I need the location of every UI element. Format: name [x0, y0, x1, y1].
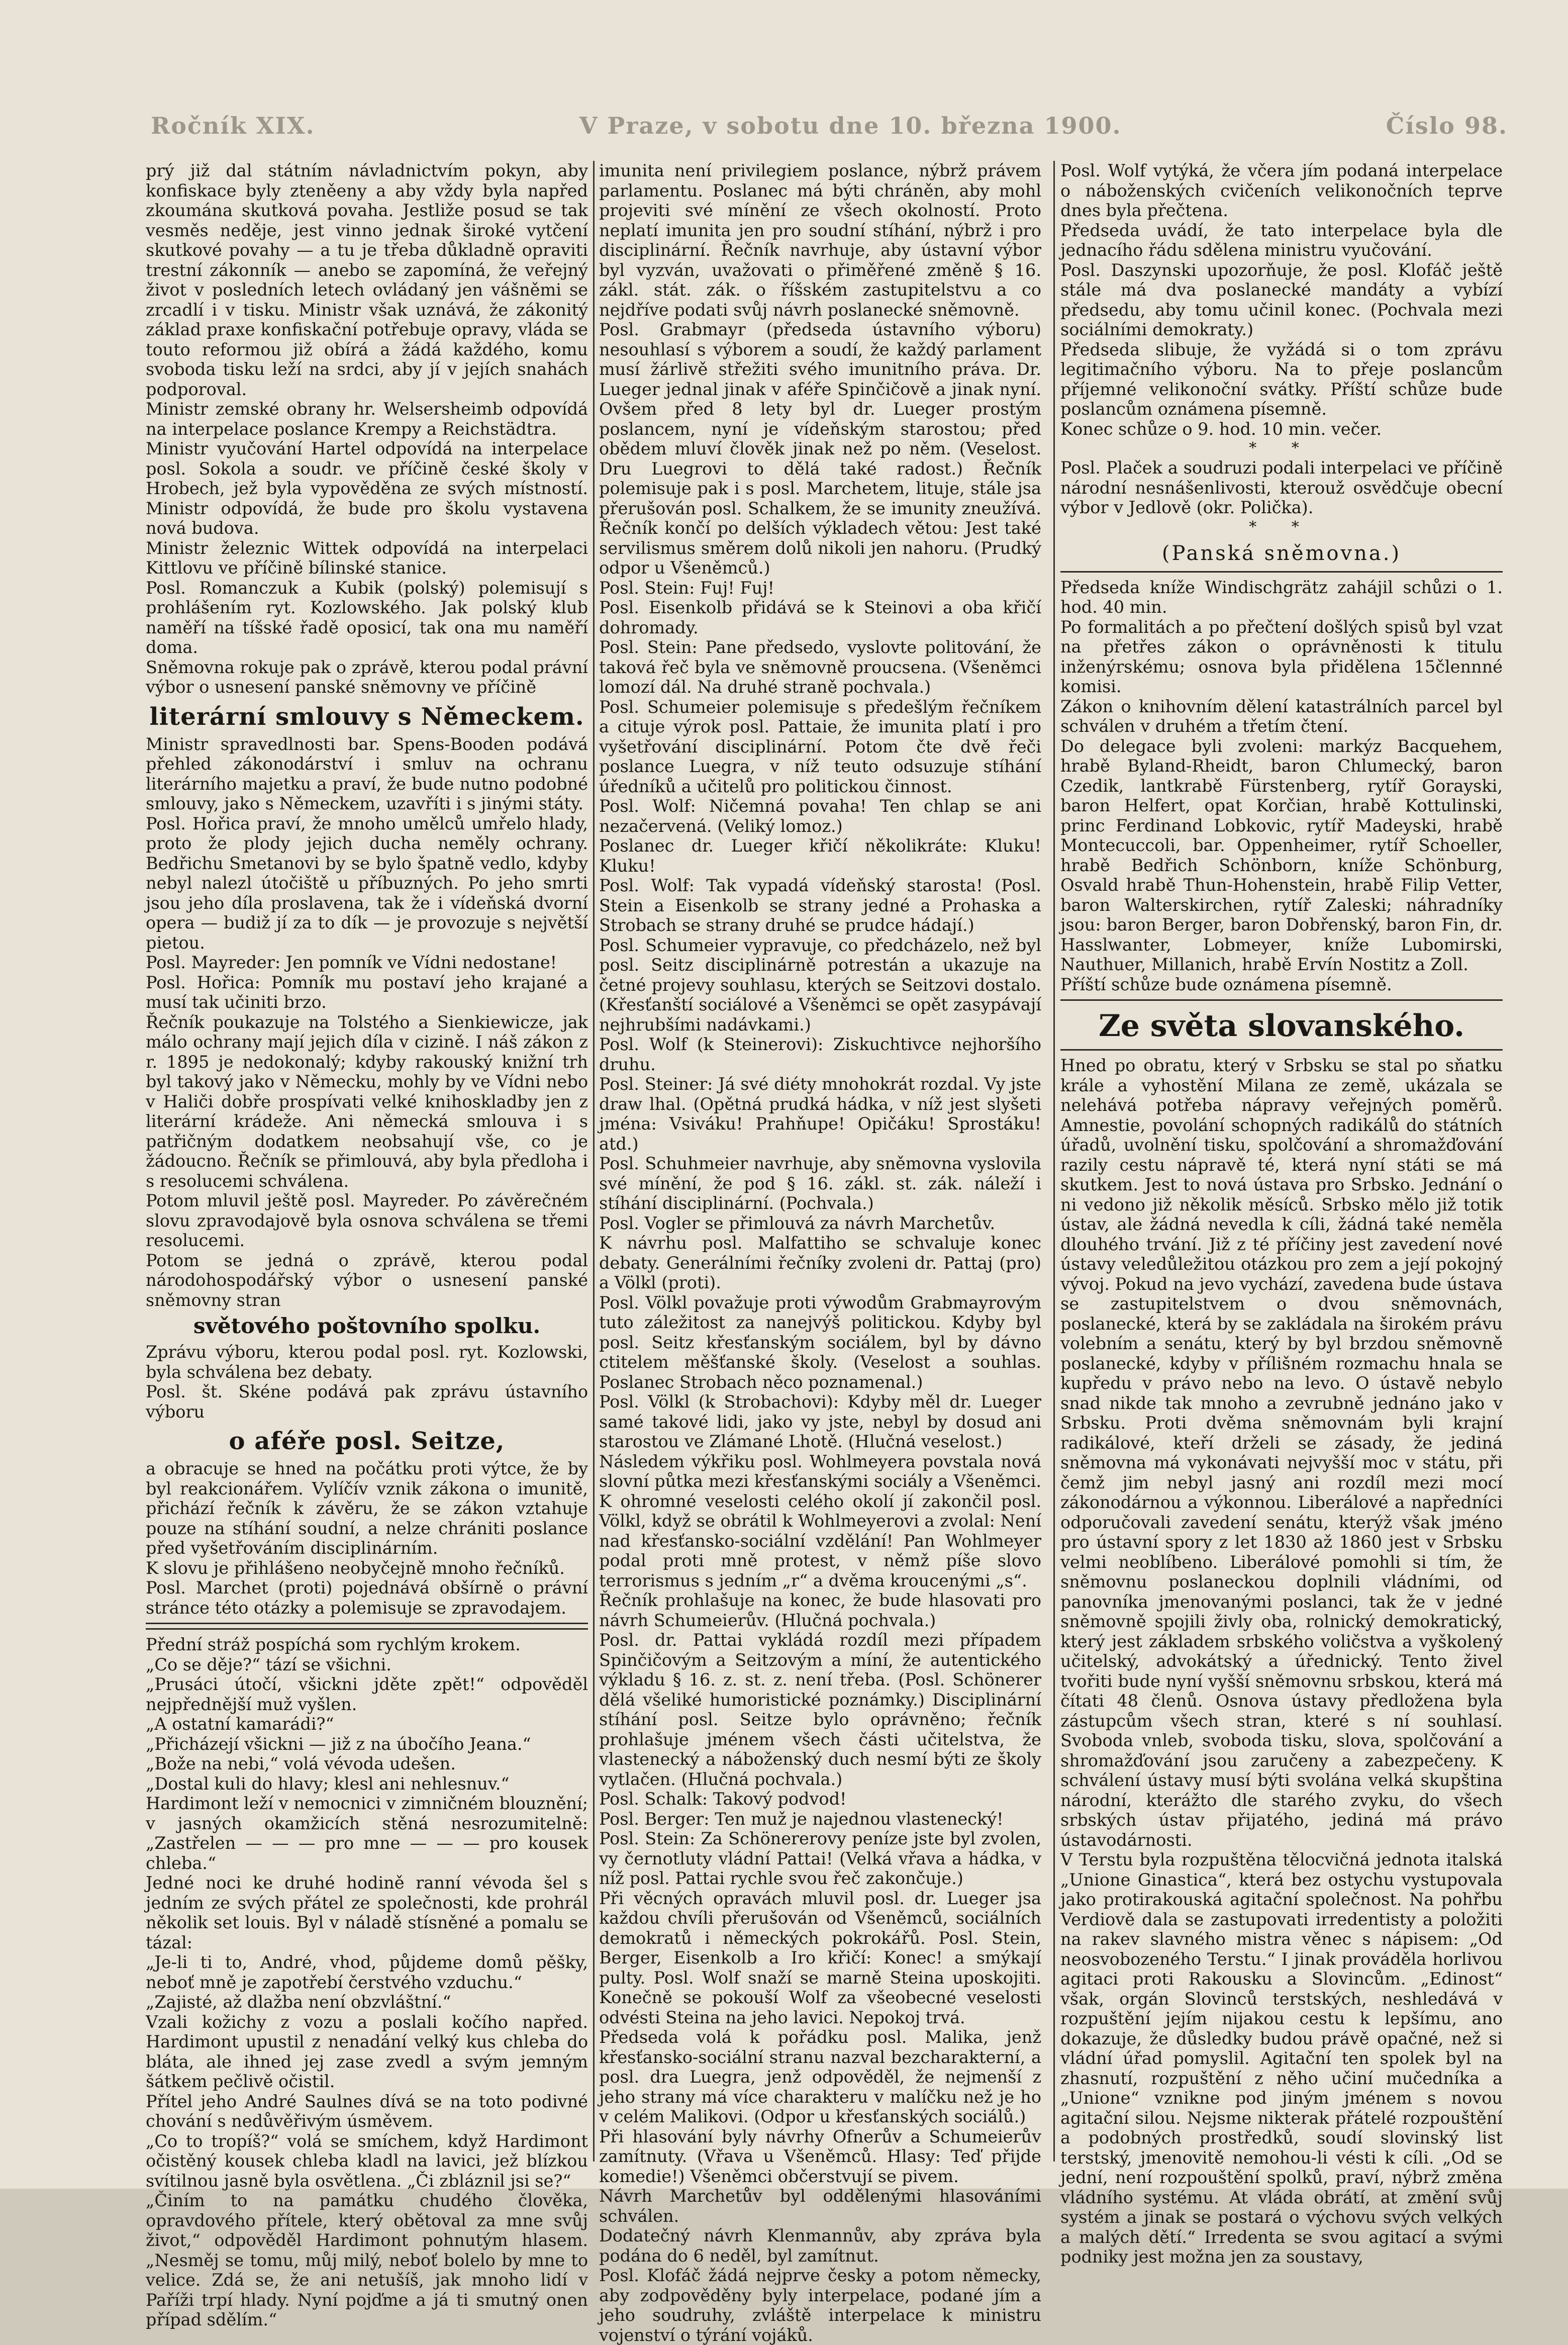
feuilleton-paragraph: Jedné noci ke druhé hodině ranní vévoda šel s jedním ze svých přátel ze společnosti, kde prohrál několik set louis. Byl v náladě stísněné a pomalu se tázal:	[146, 1873, 588, 1952]
paragraph: Posl. št. Skéne podává pak zprávu ústavního výboru	[146, 1382, 588, 1422]
header-date: V Praze, v sobotu dne 10. března 1900.	[579, 112, 1122, 139]
paragraph: Následem výkřiku posl. Wohlmeyera povstala nová slovní půtka mezi křesťanskými sociály a Všeněmci. K ohromné veselosti celého okolí jí zakončil posl. Völkl, když se obrátil k Wohlmeyerovi a zvolal: Není nad křesťansko-sociální vzdělání! Pan Wohlmeyer podal proti mně protest, v němž píše slovo terrorismus s jedním „r“ a dvěma kroucenými „s“.	[599, 1451, 1041, 1590]
feuilleton-paragraph: „Dostal kuli do hlavy; klesl ani nehlesnuv.“	[146, 1773, 510, 1794]
feuilleton-paragraph: „Zajisté, až dlažba není obzvláštní.“	[146, 1992, 451, 2012]
section-heading-upper-house: (Panská sněmovna.)	[1161, 541, 1402, 565]
paragraph: Potom mluvil ještě posl. Mayreder. Po závěrečném slovu zpravodajově byla osnova schválena se třemi resolucemi.	[146, 1191, 588, 1250]
section-heading-postal-union: světového poštovního spolku.	[193, 1314, 541, 1338]
header-volume: Ročník XIX.	[151, 112, 315, 139]
paragraph: Ministr vyučování Hartel odpovídá na interpelace posl. Sokola a soudr. ve příčině české školy v Hrobech, jež byla vypověděna ze svých místností. Ministr odpovídá, že bude pro školu vystavena nová budova.	[146, 439, 588, 538]
paragraph: Posl. Völkl považuje proti výwodům Grabmayrovým tuto záležitost za nanejvýš politickou. Kdyby byl posl. Seitz křesťanským sociálem, byl by dávno ctitelem měšťanské školy. (Veselost a souhlas. Poslanec Strobach něco poznamenal.)	[599, 1292, 1041, 1392]
column-rule-2	[1053, 161, 1055, 2162]
feuilleton-paragraph: „Činím to na památku chudého člověka, opravdového přítele, který obětoval za mne svůj život,“ odpověděl Hardimont pohnutým hlasem. „Nesměj se tomu, můj milý, neboť bolelo by mne to velice. Zdá se, že ani netušíš, jak mnoho lidí v Paříži trpí hlady. Nyní pojďme a já ti smutný onen případ sdělím.“	[146, 2191, 588, 2329]
header-issue: Číslo 98.	[1386, 112, 1508, 139]
paragraph: Hned po obratu, který v Srbsku se stal po sňatku krále a vyhostění Milana ze země, ukázala se nelehává potřeba nápravy veřejných poměrů. Amnestie, povolání schopných radikálů do státních úřadů, uvolnění tisku, spolčování a shromažďování razily cestu nápravě té, která nyní státi se má skutkem. Jest to nová ústava pro Srbsko. Jednání o ni vedono již několik měsíců. Srbsko mělo již totik ústav, ale žádná nevedla k cíli, žádná také neměla dlouhého trvání. Již z té příčiny jest zavedení nové ústavy veledůležitou otázkou pro zem a její pokojný vývoj. Pokud na jevo vychází, zavedena bude ústava se zastupitelstvem o dvou sněmovnách, poslanecké, která by se zakládala na širokém právu volebním a senátu, který by byl brzdou sněmovně poslanecké, kdyby v přílišném rozmachu hnala se kupředu v právo nebo na levo. O ústavě nebylo snad nikde tak mnoho a zevrubně jednáno jako v Srbsku. Proti dvěma sněmovnám byli krajní radikálové, kteří drželi se zásady, že jediná sněmovna má vykonávati nejvyšší moc v státu, při čemž jim nebyl jasný ani rozdíl mezi mocí zákonodárnou a výkonnou. Liberálové a napředníci odporučovali zavedení senátu, kterýž však jméno pro ústavní spory z let 1830 až 1860 jest v Srbsku velmi neoblíbeno. Liberálové pomohli si tím, že sněmovnu poslaneckou doplnili vládními, od panovníka jmenovanými poslanci, tak že v jedné sněmovně spojili živly oba, rolnický demokratický, který jest základem srbského voličstva a vyškolený učitelský, advokátský a úřednický. Tento živel tvořiti bude nyní vyšší sněmovnu srbskou, která má čítati 48 členů. Osnova ústavy předložena byla zástupcům všech stran, které s ní souhlasí. Svoboda vnleb, svoboda tisku, slova, spolčování a shromažďování jsou zaručeny a zabezpečeny. K schválení ústavy musí býti svolána velká skupština národní, kterážto dle starého zvyku, do všech srbských ústav přijatého, jediná má právo ústavodárnosti.	[1060, 1056, 1503, 1850]
divider	[1060, 571, 1503, 573]
paragraph: Posl. Grabmayr (předseda ústavního výboru) nesouhlasí s výborem a soudí, že každý parlament musí žárlivě střežiti svého imunitního práva. Dr. Lueger jednal jinak v aféře Spinčičově a jinak nyní. Ovšem před 8 lety byl dr. Lueger prostým poslancem, nyní je vídeňským starostou; před obědem mluví člověk jinak než po něm. (Veselost. Dru Luegrovi to dělá také radost.) Řečník polemisuje pak i s posl. Marchetem, lituje, stále jsa přerušován posl. Schalkem, že se imunity zneužívá. Řečník končí po delších výkladech větou: Jest také servilismus směrem dolů nikoli jen nahoru. (Prudký odpor u Všeněmců.)	[599, 320, 1041, 578]
column-1	[146, 161, 588, 2329]
paragraph: Posl. Hořica praví, že mnoho umělců umřelo hlady, proto že plody jejich ducha neměly ochrany. Bedřichu Smetanovi by se bylo špatně vedlo, kdyby nebyl nalezl útočiště u příbuzných. Po jeho smrti jsou jeho díla proslavena, tak že i vídeňská dvorní opera — budiž jí za to dík — je provozuje s největší pietou.	[146, 813, 588, 953]
section-heading-literary-treaty: literární smlouvy s Německem.	[149, 702, 584, 731]
paragraph: prý již dal státním návladnictvím pokyn, aby konfiskace byly zteněeny a aby vždy byla napřed zkoumána skutková povaha. Jestliže posud se tak vesměs neděje, jest vinno jednak široké vytčení skutkové povahy — a tu je třeba důkladně opraviti trestní zákonník — anebo se zapomíná, že veřejný život v posledních letech ovládaný jen vášněmi se zrcadlí i v tisku. Ministr však uznává, že zákonitý základ praxe konfiskační potřebuje opravy, vláda se touto reformou již obírá a žádá každého, komu svoboda tisku leží na srdci, aby jí v jejích snahách podporoval.	[146, 161, 588, 399]
feuilleton-divider	[146, 1623, 588, 1630]
paragraph: Do delegace byli zvoleni: markýz Bacquehem, hrabě Byland-Rheidt, baron Chlumecký, baron Czedik, lantkrabě Fürstenberg, rytíř Gorayski, baron Helfert, opat Korčian, hrabě Kottulinski, princ Ferdinand Lobkovic, rytíř Madeyski, hrabě Montecuccoli, bar. Oppenheimer, rytíř Schoeller, hrabě Bedřich Schönborn, kníže Schönburg, Osvald hrabě Thun-Hohenstein, hrabě Filip Vetter, baron Walterskirchen, rytíř Zaleski; náhradníky jsou: baron Berger, baron Dobřenský, baron Fin, dr. Hasslwanter, Lobmeyer, kníže Lubomirski, Nauthuer, Millanich, hrabě Ervín Nostitz a Zoll.	[1060, 736, 1503, 974]
paragraph: Řečník prohlašuje na konec, že bude hlasovati pro návrh Schumeierův. (Hlučná pochvala.)	[599, 1590, 1041, 1630]
paragraph: Zprávu výboru, kterou podal posl. ryt. Kozlowski, byla schválena bez debaty.	[146, 1342, 588, 1382]
feuilleton-paragraph: Přední stráž pospíchá som rychlým krokem.	[146, 1635, 521, 1654]
feuilleton-paragraph: „Přicházejí všickni — již z na úbočího Jeana.“	[146, 1734, 531, 1754]
divider	[1060, 999, 1503, 1001]
column-2	[599, 161, 1041, 2345]
paragraph: Posl. Schuhmeier navrhuje, aby sněmovna vyslovila své mínění, že pod § 16. zákl. st. zák. náleží i stíhání disciplinární. (Pochvala.)	[599, 1154, 1041, 1213]
paragraph: Předseda uvádí, že tato interpelace byla dle jednacího řádu sdělena ministru vyučování.	[1060, 220, 1503, 260]
paragraph: Návrh Marchetův byl oddělenými hlasováními schválen.	[599, 2186, 1041, 2226]
paragraph: Posl. Stein: Za Schönererovy peníze jste byl zvolen, vy černotluty vládní Pattai! (Velká vřava a hádka, v níž posl. Pattai rychle svou řeč zakončuje.)	[599, 1829, 1041, 1888]
paragraph: Při věcných opravách mluvil posl. dr. Lueger jsa každou chvíli přerušován od Všeněmců, sociálních demokratů i německých pokrokářů. Posl. Stein, Berger, Eisenkolb a Iro křičí: Konec! a smýkají pulty. Posl. Wolf snaží se marně Steina uposkojiti. Konečně se pokouší Wolf za všeobecné veselosti odvésti Steina na jeho lavici. Nepokoj trvá.	[599, 1888, 1041, 2027]
paragraph: Příští schůze bude oznámena písemně.	[1060, 974, 1392, 994]
paragraph: Po formalitách a po přečtení došlých spisů byl vzat na přetřes zákon o oprávněnosti k titulu inženýrskému; osnova byla přidělena 15člennné komisi.	[1060, 617, 1503, 696]
paragraph: V Terstu byla rozpuštěna tělocvičná jednota italská „Unione Ginastica“, která bez ostychu vystupovala jako protirakouská agitační společnost. Na pohřbu Verdiově dala se zastupovati irredentisty a položiti na rakev slavného mistra věnec s nápisem: „Od neosvobozeného Terstu.“ I jinak prováděla horlivou agitaci proti Rakousku a Slovincům. „Edinost“ však, orgán Slovinců terstských, neshledává v rozpuštění jejím nijakou cestu k lepšímu, ano dokazuje, že důsledky budou právě opačné, než si vládní úřad pomyslil. Agitační ten spolek byl na zhasnutí, rozpuštění z něho učiní mučedníka a „Unione“ vznikne pod jiným jménem s novou agitační silou. Nejsme nikterak přátelé rozpouštění a podobných prostředků, soudí slovinský list terstský, jmenovitě nemohou-li vésti k cíli. „Od se jední, není rozpouštění spolků, praví, nýbrž změna vládního systému. At vláda obrátí, at změní svůj systém a jinak se postará o výchovu svých velkých a malých dětí.“ Irredenta se svou agitací a svými podniky jest možna jen za soustavy,	[1060, 1850, 1503, 2267]
paragraph: Předseda kníže Windischgrätz zahájil schůzi o 1. hod. 40 min.	[1060, 577, 1503, 617]
paragraph: Předseda slibuje, že vyžádá si o tom zprávu legitimačního výboru. Na to přeje poslancům příjemné velikonoční svátky. Příští schůze bude poslancům oznámena písemně.	[1060, 339, 1503, 419]
paragraph: imunita není privilegiem poslance, nýbrž právem parlamentu. Poslanec má býti chráněn, aby mohl projeviti své mínění ze všech okolností. Proto neplatí imunita jen pro soudní stíhání, nýbrž i pro disciplinární. Řečník navrhuje, aby ústavní výbor byl vyzván, uvažovati o přiměřené změně § 16. zákl. stát. zák. o říšském zastupitelstvu a co nejdříve podati svůj návrh poslanecké sněmovně.	[599, 161, 1041, 320]
paragraph: Poslanec dr. Lueger křičí několikráte: Kluku! Kluku!	[599, 836, 1041, 876]
section-stars: * *	[1249, 439, 1314, 457]
feuilleton-paragraph: Hardimont leží v nemocnici v zimničném blouznění; v jasných okamžicích stěná nesrozumitelně: „Zastřelen — — — pro mne — — — pro kousek chleba.“	[146, 1794, 588, 1873]
paragraph: Posl. Stein: Pane předsedo, vyslovte politování, že taková řeč byla ve sněmovně proucsena. (Všeněmci lomozí dál. Na druhé straně pochvala.)	[599, 637, 1041, 697]
paragraph: Posl. Klofáč žádá nejprve česky a potom německy, aby zodpověděny byly interpelace, podané jím a jeho soudruhy, zvláště interpelace k ministru vojenství o týrání vojáků.	[599, 2266, 1041, 2345]
paragraph: Dodatečný návrh Klenmannův, aby zpráva byla podána do 6 neděl, byl zamítnut.	[599, 2226, 1041, 2266]
paragraph: Posl. Daszynski upozorňuje, že posl. Klofáč ještě stále má dva poslanecké mandáty a vybízí předsedu, aby tomu učinil konec. (Pochvala mezi sociálními demokraty.)	[1060, 260, 1503, 339]
paragraph: Potom se jedná o zprávě, kterou podal národohospodářský výbor o usnesení panské sněmovny stran	[146, 1250, 588, 1310]
paragraph: Posl. Plaček a soudruzi podali interpelaci ve příčině národní nesnášenlivosti, kterouž osvědčuje obecní výbor v Jedlově (okr. Polička).	[1060, 458, 1503, 517]
paragraph: Posl. Wolf (k Steinerovi): Ziskuchtivce nejhoršího druhu.	[599, 1035, 1041, 1074]
paragraph: Posl. Steiner: Já své diéty mnohokrát rozdal. Vy jste draw lhal. (Opětná prudká hádka, v níž jest slyšeti jména: Vsiváku! Prahňupe! Opičáku! Sprostáku! atd.)	[599, 1074, 1041, 1154]
section-stars: * *	[1249, 518, 1314, 536]
paragraph: Posl. Vogler se přimlouvá za návrh Marchetův.	[599, 1213, 996, 1233]
paragraph: Ministr zemské obrany hr. Welsersheimb odpovídá na interpelace poslance Krempy a Reichstädtra.	[146, 399, 588, 439]
paragraph: Posl. Stein: Fuj! Fuj!	[599, 578, 775, 598]
paragraph: Posl. Berger: Ten muž je najednou vlastenecký!	[599, 1809, 1004, 1829]
section-heading-slavic-world: Ze světa slovanského.	[1098, 1008, 1465, 1044]
paragraph: Ministr spravedlnosti bar. Spens-Booden podává přehled zákonodárství i smluv na ochranu literárního majetku a praví, že bude nutno podobné smlouvy, jako s Německem, uzavříti i s jinými státy.	[146, 734, 588, 813]
feuilleton-paragraph: „Bože na nebi,“ volá vévoda udešen.	[146, 1754, 456, 1773]
divider	[1060, 1049, 1503, 1051]
paragraph: Posl. Marchet (proti) pojednává obšírně o právní stránce této otázky a polemisuje se zpravodajem.	[146, 1578, 588, 1618]
feuilleton-paragraph: Přítel jeho André Saulnes dívá se na toto podivné chování s nedůvěřivým úsměvem.	[146, 2091, 588, 2131]
paragraph: Posl. dr. Pattai vykládá rozdíl mezi případem Spinčičovým a Seitzovým a míní, že autentického výkladu § 16. z. st. z. není třeba. (Posl. Schönerer dělá všeliké humoristické poznámky.) Disciplinární stíhání posl. Seitze bylo oprávněno; řečník prohlašuje jménem všech části učitelstva, že vlastenecký a náboženský duch nesmí býti ze školy vytlačen. (Hlučná pochvala.)	[599, 1630, 1041, 1789]
paragraph: Posl. Schumeier polemisuje s předešlým řečníkem a cituje výrok posl. Pattaie, že imunita platí i pro vyšetřování disciplinární. Potom čte dvě řeči poslance Luegra, v níž teuto odsuzuje stíhání úředníků a učitelů pro politickou činnost.	[599, 697, 1041, 796]
paragraph: Posl. Völkl (k Strobachovi): Kdyby měl dr. Lueger samé takové lidi, jako vy jste, nebyl by dosud ani starostou ve Zlámané Lhotě. (Hlučná veselost.)	[599, 1392, 1041, 1451]
paragraph: Posl. Hořica: Pomník mu postaví jeho krajané a musí tak učiniti brzo.	[146, 972, 588, 1012]
paragraph: Posl. Mayreder: Jen pomník ve Vídni nedostane!	[146, 953, 557, 972]
feuilleton-paragraph: Vzali kožichy z vozu a poslali kočího napřed. Hardimont upustil z nenadání velký kus chleba do bláta, ale ihned jej zase zvedl a svým jemným šátkem pečlivě očistil.	[146, 2012, 588, 2091]
paragraph: K slovu je přihlášeno neobyčejně mnoho řečníků.	[146, 1558, 565, 1578]
column-3	[1060, 161, 1503, 2267]
column-rule-1	[593, 161, 595, 2162]
feuilleton-paragraph: „Co to tropíš?“ volá se smíchem, když Hardimont očistěný kousek chleba kladl na lavici, jež blízkou svítilnou jasně byla osvětlena. „Či zbláznil jsi se?“	[146, 2131, 588, 2191]
feuilleton-paragraph: „Je-li ti to, André, vhod, půjdeme domů pěšky, neboť mně je zapotřebí čerstvého vzduchu.“	[146, 1952, 588, 1992]
paragraph: Posl. Eisenkolb přidává se k Steinovi a oba křičí dohromady.	[599, 598, 1041, 637]
paragraph: Předseda volá k pořádku posl. Malika, jenž křesťansko-sociální stranu nazval bezcharakterní, a posl. dra Luegra, jenž odpověděl, že nejmenší z jeho strany má více charakteru v malíčku než je ho v celém Malikovi. (Odpor u křesťanských sociálů.)	[599, 2027, 1041, 2126]
paragraph: K návrhu posl. Malfattiho se schvaluje konec debaty. Generálními řečníky zvoleni dr. Pattaj (pro) a Völkl (proti).	[599, 1233, 1041, 1292]
paragraph: Ministr železnic Wittek odpovídá na interpelaci Kittlovu ve příčině bílinské stanice.	[146, 538, 588, 578]
paragraph: Při hlasování byly návrhy Ofnerův a Schumeierův zamítnuty. (Vřava u Všeněmců. Hlasy: Teď přijde komedie!) Všeněmci občerstvují se pivem.	[599, 2126, 1041, 2186]
paragraph: Sněmovna rokuje pak o zprávě, kterou podal právní výbor o usnesení panské sněmovny ve příčině	[146, 657, 588, 697]
paragraph: Zákon o knihovním dělení katastrálních parcel byl schválen v druhém a třetím čtení.	[1060, 696, 1503, 736]
feuilleton-paragraph: „A ostatní kamarádi?“	[146, 1714, 334, 1734]
paragraph: Posl. Schumeier vypravuje, co předcházelo, než byl posl. Seitz disciplinárně potrestán a ukazuje na četné projevy souhlasu, kterých se Seitzovi dostalo. (Křesťanští sociálové a Všeněmci se opět zasypávají nejhrubšími nadávkami.)	[599, 935, 1041, 1035]
paragraph: Konec schůze o 9. hod. 10 min. večer.	[1060, 419, 1382, 439]
page-header	[151, 111, 1508, 141]
paragraph: Posl. Schalk: Takový podvod!	[599, 1789, 847, 1809]
feuilleton-paragraph: „Prusáci útočí, všickni jděte zpět!“ odpověděl nejpřednější muž vyšlen.	[146, 1674, 588, 1714]
paragraph: Řečník poukazuje na Tolstého a Sienkiewicze, jak málo ochrany mají jejich díla v cizině. I náš zákon z r. 1895 je nedokonalý; kdyby rakouský knižní trh byl takový jako v Německu, mohly by ve Vídni nebo v Haliči dobře prospívati velké knihoskladby jen z literární krádeže. Ani německá smlouva i s patřičným dodatkem neobsahují vše, co je žádoucno. Řečník se přimlouvá, aby byla předloha i s resolucemi schválena.	[146, 1012, 588, 1191]
paragraph: Posl. Romanczuk a Kubik (polský) polemisují s prohlášením ryt. Kozlowského. Jak polský klub naměří na tíšské řadě oposicí, tak ona mu naměří doma.	[146, 578, 588, 657]
paragraph: Posl. Wolf: Ničemná povaha! Ten chlap se ani nezačervená. (Veliký lomoz.)	[599, 796, 1041, 836]
feuilleton-paragraph: „Co se děje?“ tází se všichni.	[146, 1654, 391, 1674]
paragraph: Posl. Wolf vytýká, že včera jím podaná interpelace o náboženských cvičeních velikonočních teprve dnes byla přečtena.	[1060, 161, 1503, 220]
section-heading-seitz-affair: o aféře posl. Seitze,	[229, 1427, 505, 1455]
paragraph: a obracuje se hned na počátku proti výtce, že by byl reakcionářem. Vylíčív vznik zákona o imunitě, přichází řečník k závěru, že se zákon vztahuje pouze na stíhání soudní, a nelze chrániti poslance před vyšetřováním disciplinárním.	[146, 1459, 588, 1558]
paragraph: Posl. Wolf: Tak vypadá vídeňský starosta! (Posl. Stein a Eisenkolb se strany jedné a Prohaska a Strobach se strany druhé se prudce hádají.)	[599, 876, 1041, 935]
